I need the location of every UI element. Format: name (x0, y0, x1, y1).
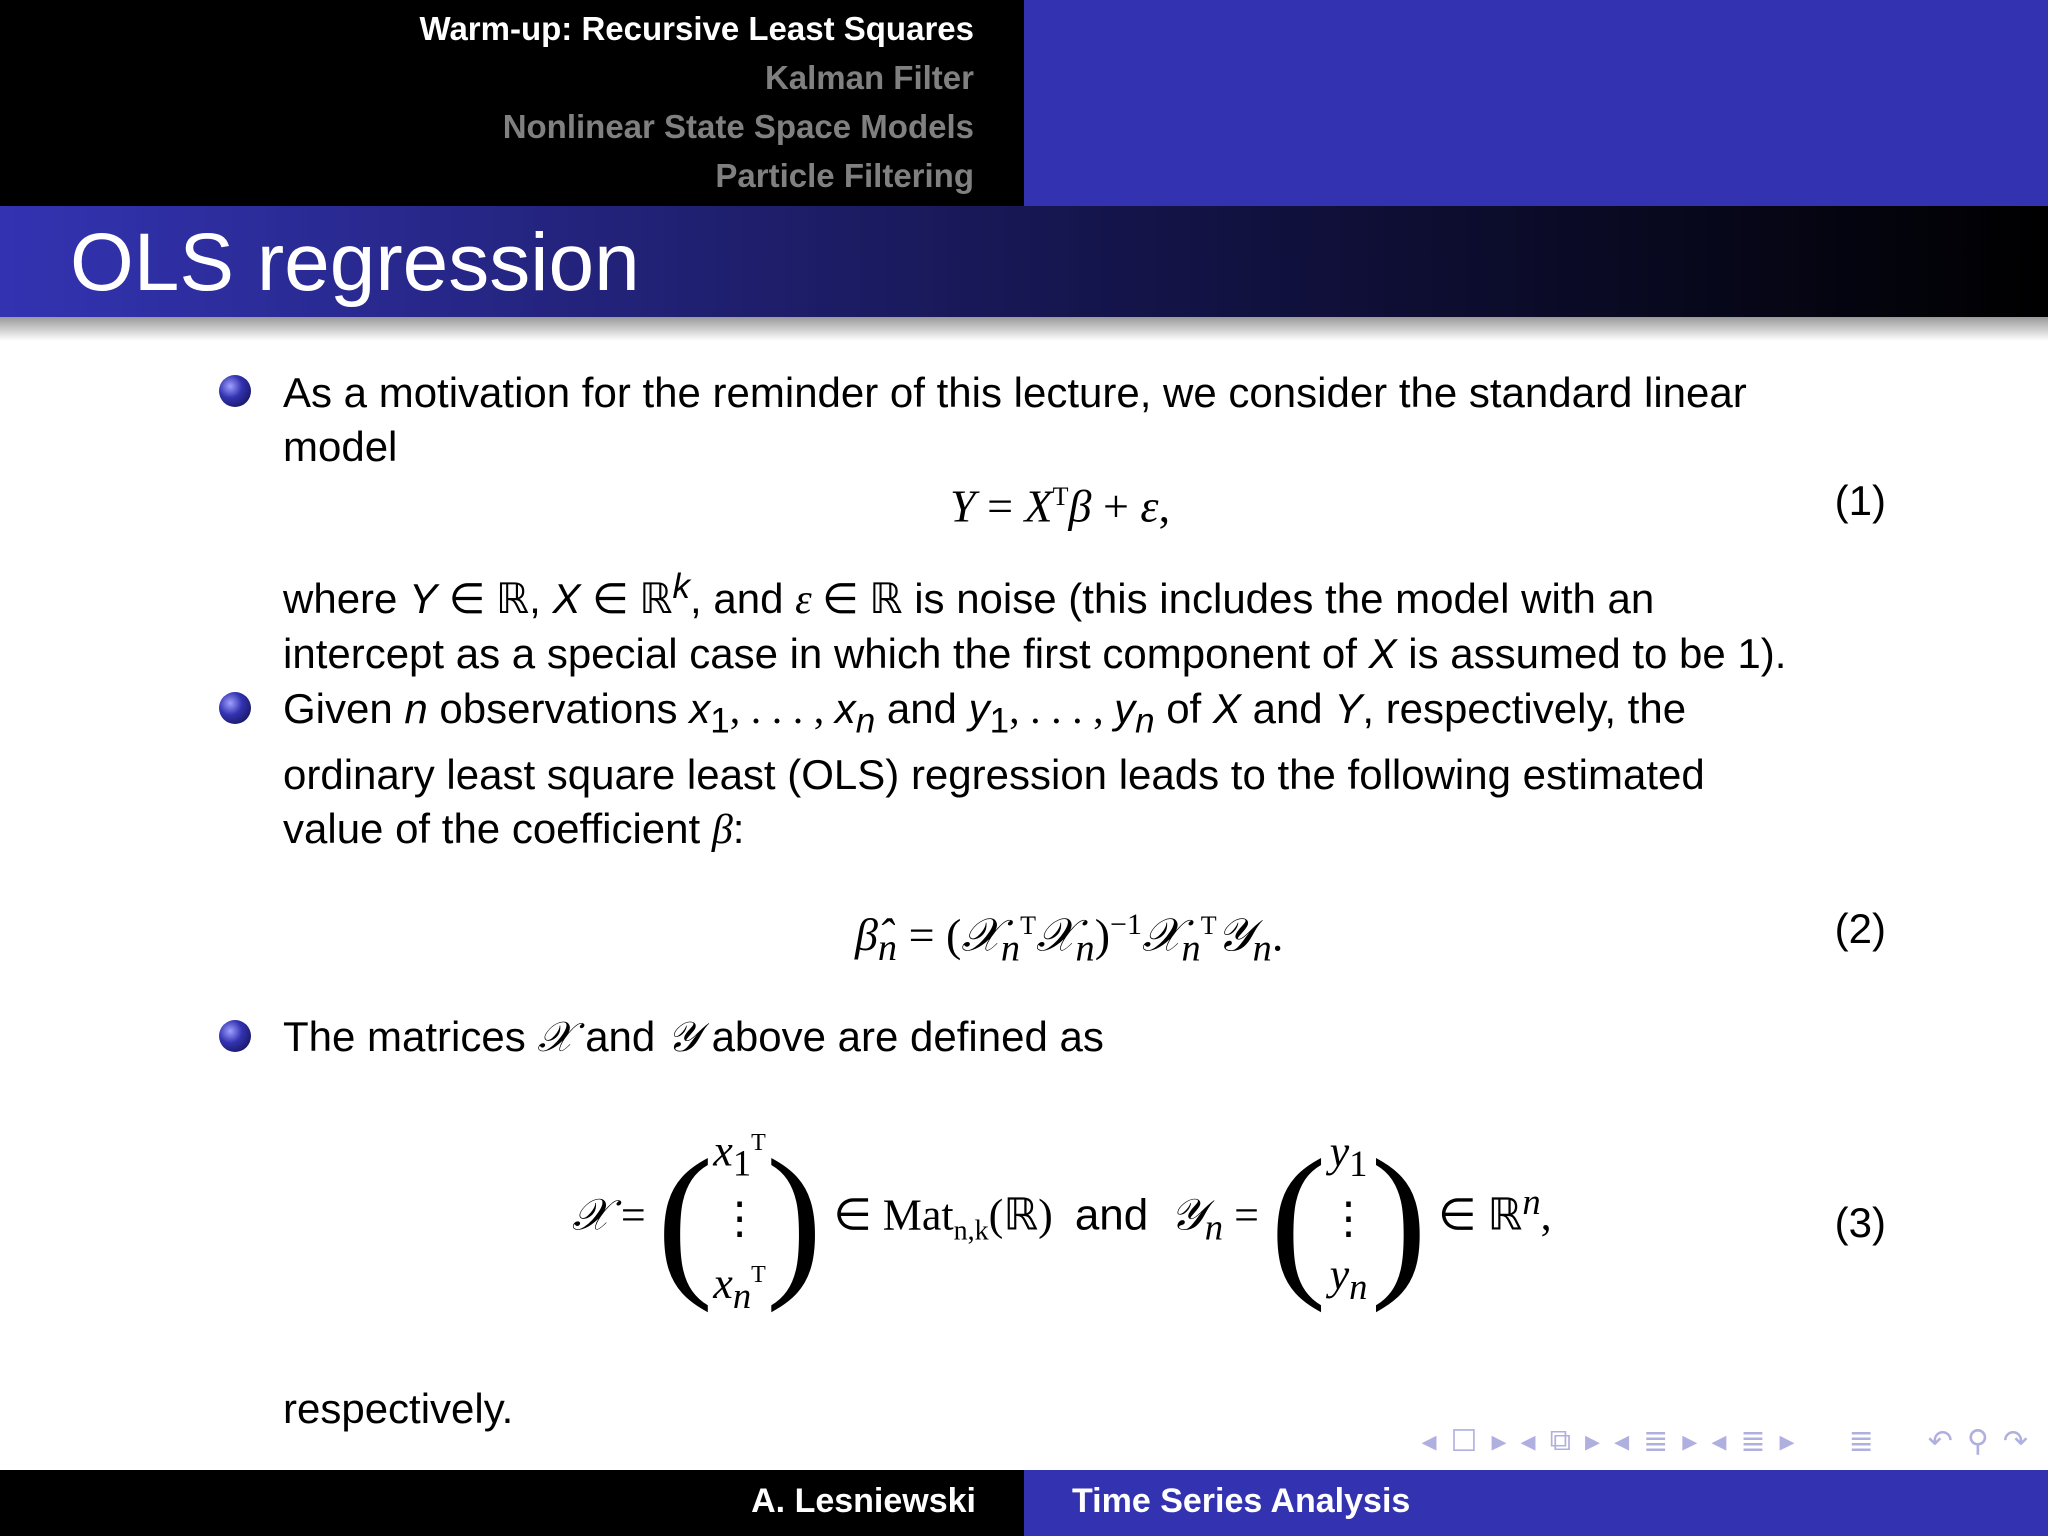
text: and (1074, 1190, 1149, 1240)
text: , and (690, 575, 784, 622)
bullet-icon (219, 375, 251, 407)
text-line: ordinary least square least (OLS) regression leads to the following estimated (283, 751, 1705, 799)
bullet-1-continuation: where Y ∈ ℝ, X ∈ ℝ$^k$, and ε ∈ ℝ is noise (this includes the model with an intercept as a special case in which the first component of X is assumed to be 1). (283, 567, 1787, 677)
next-subsection-icon[interactable]: ▸ (1585, 1425, 1601, 1458)
forward-icon[interactable]: ↷ (2002, 1425, 2028, 1458)
bullet-2-text: Given n observations $x_1$, . . . , $x_n$ and $y_1$, . . . , $y_n$ of X and Y, respectively, the ordinary least square least (OLS) regression leads to the following estimated value of the coefficient β: (283, 682, 1903, 857)
footer-author: A. Lesniewski (751, 1482, 976, 1520)
text-line: As a motivation for the reminder of this lecture, we consider the standard linear (283, 369, 1747, 416)
respectively-text: respectively. (283, 1385, 514, 1432)
next-frame-icon[interactable]: ▸ (1491, 1425, 1507, 1458)
slide-title: OLS regression (70, 217, 640, 308)
beamer-navigation (1421, 1424, 2028, 1459)
equation-1-number: (1) (1834, 477, 1886, 524)
footer-author-panel (0, 1470, 1024, 1536)
part-icon[interactable]: ≣ (1740, 1425, 1766, 1458)
subsection-icon[interactable]: ⧉ (1549, 1424, 1571, 1457)
next-part-icon[interactable]: ▸ (1779, 1425, 1795, 1458)
equation-1: $Y = X^T\beta + \varepsilon$, (950, 480, 1171, 532)
text: and (1252, 685, 1323, 732)
text: intercept as a special case in which the first component of (283, 630, 1357, 677)
header-subsection-panel (1024, 0, 2048, 206)
text-line: model (283, 423, 398, 470)
section-icon[interactable]: ≣ (1643, 1425, 1669, 1458)
section-link-kalman[interactable]: Kalman Filter (764, 59, 974, 96)
prev-section-icon[interactable]: ◂ (1614, 1425, 1630, 1458)
text: , respectively, the (1362, 685, 1687, 732)
text: The matrices (283, 1013, 526, 1060)
bullet-3-text: The matrices 𝒳 and 𝒴 above are defined as (283, 1012, 1104, 1061)
section-link-particle[interactable]: Particle Filtering (715, 157, 974, 194)
prev-part-icon[interactable]: ◂ (1711, 1425, 1727, 1458)
equation-3: 𝒳 = ($x_1^T$ ⋮ $x_n^T$) ∈ Mat$_{n,k}$(ℝ) and 𝒴$_n$ = ($y_1$ ⋮ $y_n$) ∈ ℝ$^n$, (572, 1125, 1552, 1316)
back-icon[interactable]: ↶ (1927, 1425, 1953, 1458)
title-shadow (0, 317, 2048, 341)
footer-title: Time Series Analysis (1072, 1482, 1411, 1520)
text: above are defined as (711, 1013, 1104, 1060)
prev-frame-icon[interactable]: ◂ (1421, 1425, 1437, 1458)
text: where (283, 575, 398, 622)
section-link-nonlinear[interactable]: Nonlinear State Space Models (502, 108, 974, 145)
equation-3-number: (3) (1834, 1199, 1886, 1246)
text: value of the coefficient (283, 805, 701, 853)
bullet-1-text (283, 366, 1903, 474)
text: observations (439, 685, 678, 732)
equation-2-number: (2) (1834, 905, 1886, 952)
header-sections-panel (0, 0, 1024, 206)
bullet-icon (219, 692, 251, 724)
text: is noise (this includes the model with an (914, 575, 1655, 622)
footer-title-panel (1024, 1470, 2048, 1536)
frame-icon[interactable]: ☐ (1450, 1425, 1478, 1458)
text: Given (283, 685, 393, 732)
title-bar (0, 206, 2048, 317)
text: is assumed to be 1). (1408, 630, 1787, 677)
equation-2: $\betâ_n$ = (𝒳$_n^T$𝒳$_n$)$^{-1}$𝒳$_n^T$𝒴$_n$. (855, 907, 1284, 970)
document-icon[interactable]: ≣ (1848, 1425, 1874, 1458)
next-section-icon[interactable]: ▸ (1682, 1425, 1698, 1458)
section-link-rls[interactable]: Warm-up: Recursive Least Squares (419, 10, 974, 47)
text: and (585, 1013, 656, 1060)
prev-subsection-icon[interactable]: ◂ (1520, 1425, 1536, 1458)
text: of (1166, 685, 1202, 732)
text: and (886, 685, 957, 732)
search-icon[interactable]: ⚲ (1966, 1425, 1989, 1458)
bullet-icon (219, 1020, 251, 1052)
